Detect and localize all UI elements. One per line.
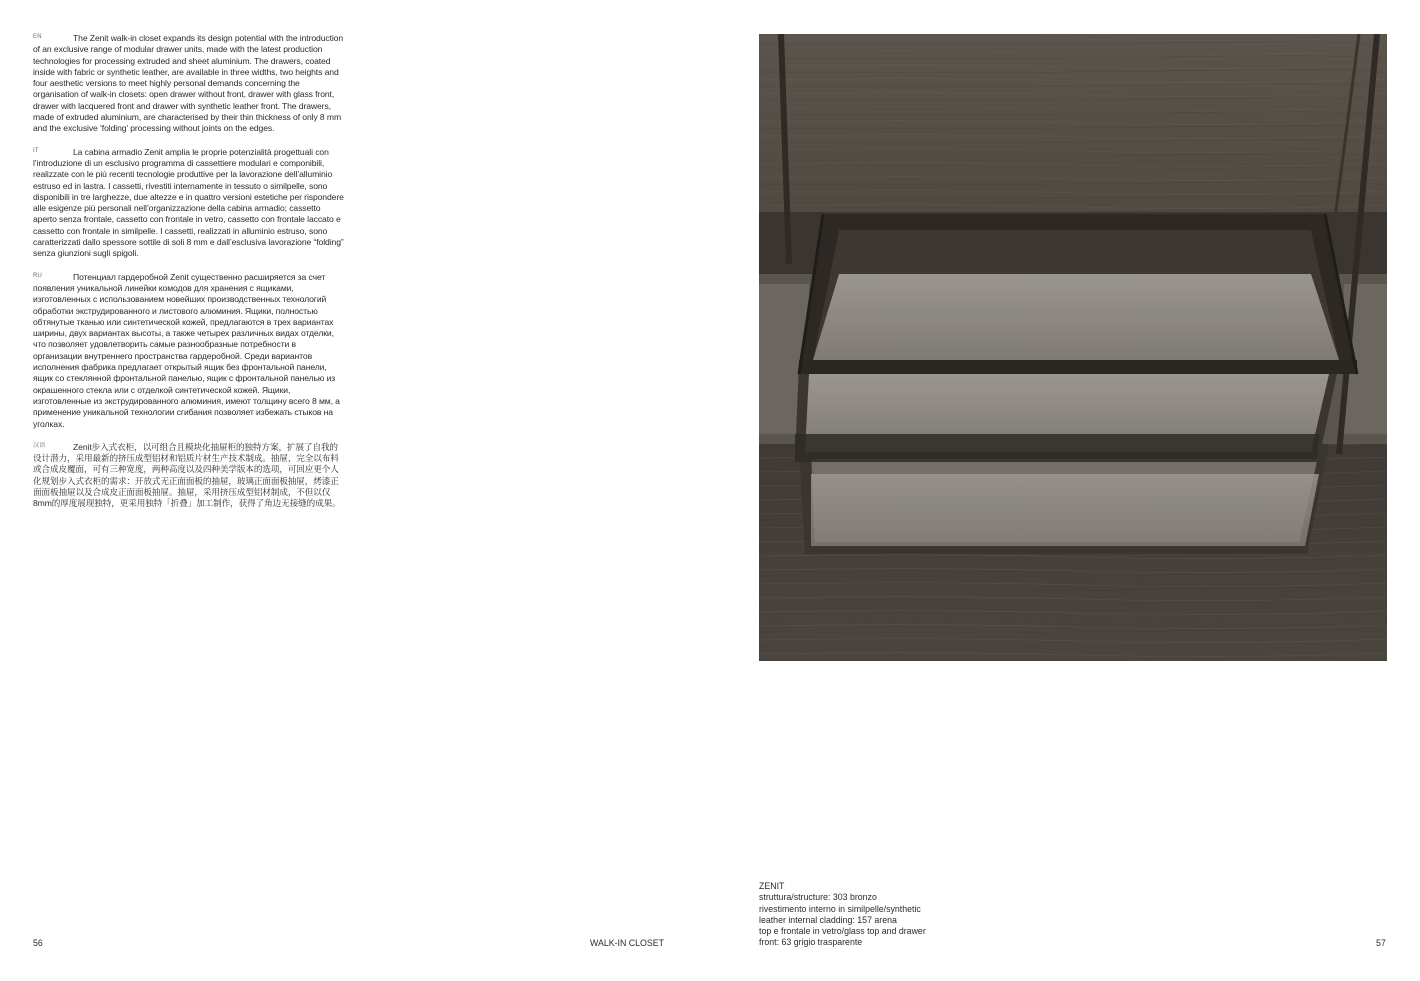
paragraph-zh — [33, 442, 345, 510]
paragraph-text: The Zenit walk-in closet expands its design potential with the introduction of an exclusive range of modular drawer units, made with the latest production technologies for processing extruded and sheet aluminium. The drawers, coated inside with fabric or synthetic leather, are available in three widths, two heights and four aesthetic versions to meet highly personal demands concerning the organisation of walk-in closets: open drawer without front, drawer with glass front, drawer with lacquered front and drawer with synthetic leather front. The drawers, made of extruded aluminium, are characterised by their thin thickness of only 8 mm and the exclusive ‘folding’ processing without joints on the edges. — [33, 33, 344, 134]
page-number-right: 57 — [1376, 938, 1386, 948]
drawer-photo — [759, 34, 1387, 661]
caption-line: rivestimento interno in similpelle/synthetic — [759, 903, 921, 914]
caption-title: ZENIT — [759, 881, 785, 891]
paragraph-text: Zenit步入式衣柜，以可组合且模块化抽屉柜的独特方案，扩展了自我的设计潜力，采用最新的挤压成型铝材和铝质片材生产技术制成。抽屉，完全以布料或合成皮覆面，可有三种宽度，两种高度以及四种美学版本的选项，可回应更个人化规划步入式衣柜的需求：开放式无正面面板的抽屉，玻璃正面面板抽屉，烤漆正面面板抽屉以及合成皮正面面板抽屉。抽屉，采用挤压成型铝材制成，不但以仅8mm的厚度展现独特，更采用独特「折叠」加工制作，获得了角边无接缝的成果。 — [33, 441, 341, 509]
paragraph-ru — [33, 272, 345, 430]
caption-line: front: 63 grigio trasparente — [759, 937, 863, 948]
caption-line: top e frontale in vetro/glass top and drawer — [759, 926, 926, 937]
paragraph-en — [33, 33, 345, 135]
caption-line: struttura/structure: 303 bronzo — [759, 892, 877, 903]
page-number-left: 56 — [33, 938, 43, 948]
text-column — [33, 33, 345, 522]
paragraph-it — [33, 147, 345, 260]
language-tag: EN — [33, 34, 42, 40]
paragraph-text: Потенциал гардеробной Zenit существенно расширяется за счет появления уникальной линейки комодов для хранения с ящиками, изготовленных с использованием новейших производственных технологий обработки экструдированного и листового алюминия. Ящики, полностью обтянутые тканью или синтетической кожей, предлагаются в трех вариантах ширины, двух вариантах высоты, а также четырех различных видах отделки, что позволяет удовлетворить самые разнообразные потребности в организации внутреннего пространства гардеробной. Среди вариантов исполнения фабрика предлагает открытый ящик без фронтальной панели, ящик со стеклянной фронтальной панелью, ящик с фронтальной панелью из окрашенного стекла или с отделкой синтетической кожей. Ящики, изготовленные из экструдированного алюминия, имеют толщину всего 8 мм, а применение уникальной технологии сгибания позволяет избежать стыков на уголках. — [33, 271, 340, 429]
running-head: WALK-IN CLOSET — [590, 938, 664, 948]
language-tag: IT — [33, 147, 39, 154]
paragraph-text: La cabina armadio Zenit amplia le proprie potenzialità progettuali con l’introduzione di un esclusivo programma di cassettiere modulari e componibili, realizzate con le più recenti tecnologie produttive per la lavorazione dell’alluminio estruso ed in lastra. I cassetti, rivestiti internamente in tessuto o similpelle, sono disponibili in tre larghezze, due altezze e in quattro versioni estetiche per rispondere alle esigenze più personali nell’organizzazione della cabina armadio; cassetto aperto senza frontale, cassetto con frontale in vetro, cassetto con frontale laccato e cassetto con frontale in similpelle. I cassetti, realizzati in alluminio estruso, sono caratterizzati dallo spessore sottile di soli 8 mm e dall’esclusiva lavorazione “folding” senza giunzioni sugli spigoli. — [33, 146, 344, 259]
caption-line: leather internal cladding: 157 arena — [759, 914, 897, 925]
drawer-illustration — [759, 34, 1387, 661]
language-tag: RU — [33, 272, 43, 279]
photo-caption — [759, 881, 999, 949]
language-tag: 汉语 — [33, 442, 46, 449]
